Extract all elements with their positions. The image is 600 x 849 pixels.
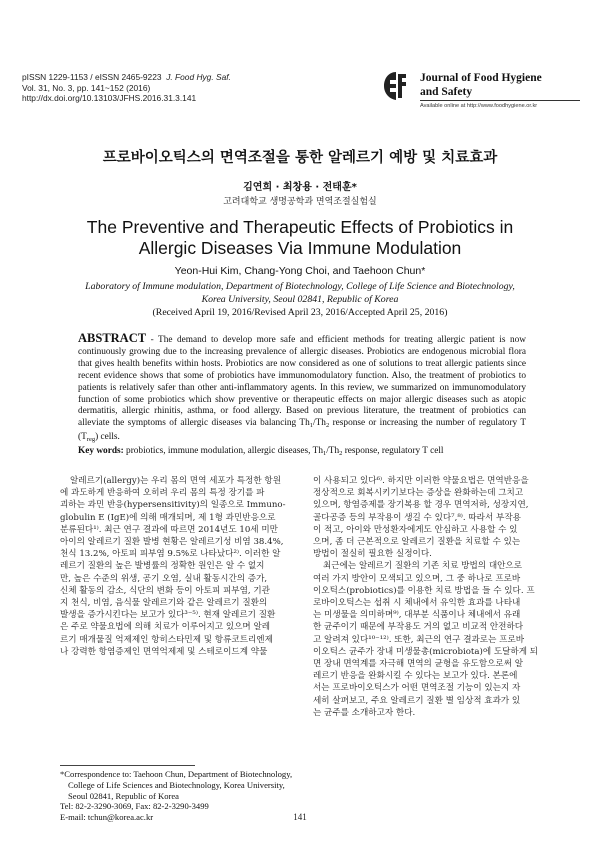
body-line: 고 알려져 있다¹⁰⁻¹²⁾. 또한, 최근의 연구 결과로는 프로바 <box>313 634 525 645</box>
body-line: 레르기 반응을 완화시킬 수 있다는 보고가 있다. 본론에 <box>313 671 518 682</box>
journal-logo-icon <box>380 70 412 102</box>
body-line: 는 균주를 소개하고자 한다. <box>313 707 416 718</box>
body-line: 있으며, 항염증제를 장기복용 할 경우 면역저하, 성장지연, <box>313 500 529 511</box>
body-line: 에 과도하게 반응하여 오히려 우리 몸의 특정 장기를 파 <box>60 488 265 499</box>
keywords-sub-2: 2 <box>339 450 343 457</box>
english-affiliation-line2: Korea University, Seoul 02841, Republic of Korea <box>201 293 399 305</box>
keywords-text-1: probiotics, immune modulation, allergic diseases, Th <box>123 446 323 456</box>
english-affiliation <box>0 281 600 306</box>
abstract-text-1: - The demand to develop more safe and efficient methods for treating allergic patient is now continuously growing due to the increasing prevalence of allergic diseases. Probiotics are endogenous microbial flora that gives health benefits within hosts. Probiotics are now considered as one of solutions to treat allergic patients since recent evidence shows that some of probiotics have immunomodulatory function. Also, the treatment of probiotics to patients is relatively safer than other anti-inflammatory agents. In this review, we summarized on immunomodulatory function of some probiotics which show preventive or therapeutic effects on major allergic diseases such as atopic dermatitis, allergic rhinitis, asthma, or food allergy. Based on previous literature, the treatment of probiotics can alleviate the symptoms of allergic diseases via balancing Th <box>78 335 526 429</box>
keywords-text-3: response, regulatory T cell <box>342 446 444 456</box>
body-line: 은 주로 약물요법에 의해 치료가 이루어지고 있으며 알레 <box>60 622 271 633</box>
journal-url[interactable]: Available online at http://www.foodhygiene.or.kr <box>420 103 538 109</box>
abstract-sub-3: reg <box>86 436 96 444</box>
journal-abbrev: J. Food Hyg. Saf. <box>166 72 231 82</box>
abstract-text-4: ) cells. <box>95 432 120 443</box>
body-line: 이 사용되고 있다⁶⁾. 하지만 이러한 약물요법은 면역반응을 <box>313 476 529 486</box>
footnote-line: Seoul 02841, Republic of Korea <box>68 790 179 801</box>
body-line: 이오틱스(probiotics)를 이용한 치료 방법을 들 수 있다. 프 <box>313 585 535 596</box>
body-line: 최근에는 알레르기 질환의 기존 치료 방법의 대안으로 <box>323 561 523 572</box>
volume-info: Vol. 31, No. 3, pp. 141~152 (2016) <box>22 82 151 93</box>
body-line: 서는 프로바이오틱스가 어떤 면역조절 기능이 있는지 자 <box>313 683 521 694</box>
body-line: 아이의 알레르기 질환 발병 현황은 알레르기성 비염 38.4%, <box>60 537 284 548</box>
body-line: globulin E (IgE)에 의해 매개되며, 제 1형 과민반응으로 <box>60 512 276 523</box>
abstract-text-2: /Th <box>313 418 326 429</box>
body-line: 레르기 질환의 높은 발병률의 정확한 원인은 알 수 없지 <box>60 561 265 572</box>
body-line: 로바이오틱스는 섭취 시 체내에서 유익한 효과를 나타내 <box>313 598 521 609</box>
korean-title: 프로바이오틱스의 면역조절을 통한 알레르기 예방 및 치료효과 <box>102 150 498 166</box>
footnote-line: *Correspondence to: Taehoon Chun, Department of Biotechnology, <box>60 769 293 779</box>
footnote-divider <box>60 765 195 766</box>
abstract <box>78 333 526 446</box>
journal-name-line2: and Safety <box>420 85 473 98</box>
journal-divider <box>420 100 580 101</box>
english-title-line1: The Preventive and Therapeutic Effects of Probiotics in <box>86 217 514 237</box>
issn: pISSN 1229-1153 / eISSN 2465-9223 <box>22 72 162 82</box>
korean-affiliation: 고려대학교 생명공학과 면역조절실험실 <box>223 197 377 207</box>
body-line: 으며, 좀 더 근본적으로 알레르기 질환을 치료할 수 있는 <box>313 537 521 548</box>
body-line: 발생을 증가시킨다는 보고가 있다³⁻⁵⁾. 현재 알레르기 질환 <box>60 610 276 621</box>
journal-header-info <box>22 72 231 104</box>
body-line: 지 천식, 비염, 음식물 알레르기와 같은 알레르기 질환의 <box>60 598 268 609</box>
page-number: 141 <box>293 812 307 822</box>
body-line: 르기 매개물질 억제제인 항히스타민제 및 항류코트리엔제 <box>60 634 273 645</box>
body-line: 알레르기(allergy)는 우리 몸의 면역 세포가 특정한 항원 <box>70 476 281 486</box>
korean-authors: 김연희 · 최창용 · 전태훈* <box>243 182 357 193</box>
journal-name <box>420 72 542 99</box>
body-line: 방법이 절실히 필요한 실정이다. <box>313 549 432 560</box>
keywords-label: Key words: <box>78 446 124 456</box>
body-column-right <box>313 475 553 719</box>
body-line: 천식 13.2%, 아토피 피부염 9.5%로 나타났다²⁾. 이러한 알 <box>60 549 281 560</box>
keywords-sub-1: 1 <box>322 450 327 457</box>
body-line: 여러 가지 방안이 모색되고 있으며, 그 중 하나로 프로바 <box>313 573 521 584</box>
doi-link[interactable]: http://dx.doi.org/10.13103/JFHS.2016.31.3.141 <box>22 93 197 104</box>
body-line: 세히 살펴보고, 주요 알레르기 질환 별 임상적 효과가 있 <box>313 695 521 706</box>
body-column-left <box>60 475 300 658</box>
body-line: 이 적고, 아이와 만성환자에게도 안심하고 사용할 수 있 <box>313 524 518 535</box>
body-line: 골다공증 등의 부작용이 생길 수 있다⁷,⁸⁾. 따라서 부작용 <box>313 512 521 523</box>
abstract-sub-1: 1 <box>309 422 314 430</box>
body-line: 는 미생물을 의미하며⁹⁾, 대부분 식품이나 체내에서 유래 <box>313 610 521 621</box>
keywords-text-2: /Th <box>326 446 340 456</box>
journal-name-line1: Journal of Food Hygiene <box>420 72 542 84</box>
body-line: 만, 높은 수준의 위생, 공기 오염, 실내 활동시간의 증가, <box>60 573 268 584</box>
body-line: 나 강력한 항염증제인 면역억제제 및 스테로이드계 약물 <box>60 646 268 657</box>
body-line: 괴하는 과민 반응(hypersensitivity)의 일종으로 Immuno- <box>60 500 286 511</box>
english-title-line2: Allergic Diseases Via Immune Modulation <box>138 238 462 258</box>
body-line: 면 장내 면역계를 자극해 면역의 균형을 유도함으로써 알 <box>313 659 524 670</box>
body-line: 한 균주이기 때문에 부작용도 거의 없고 비교적 안전하다 <box>313 622 524 633</box>
abstract-text-3: response or increasing the number of regulatory T (T <box>78 418 526 443</box>
footnote-line: Tel: 82-2-3290-3069, Fax: 82-2-3290-3499 <box>60 801 209 812</box>
footnote-line: College of Life Sciences and Biotechnology, Korea University, <box>68 779 285 790</box>
body-line: 정상적으로 회복시키기보다는 증상을 완화하는데 그치고 <box>313 488 524 499</box>
abstract-label: ABSTRACT <box>78 331 147 345</box>
english-authors: Yeon-Hui Kim, Chang-Yong Choi, and Taehoon Chun* <box>174 265 426 277</box>
body-line: 이오틱스 균주가 장내 미생물총(microbiota)에 도달하게 되 <box>313 646 539 657</box>
keywords <box>78 446 526 457</box>
email-link[interactable]: E-mail: tchun@korea.ac.kr <box>60 812 154 823</box>
received-dates: (Received April 19, 2016/Revised April 23, 2016/Accepted April 25, 2016) <box>152 307 448 318</box>
english-affiliation-line1: Laboratory of Immune modulation, Department of Biotechnology, College of Life Science and Biotechnology, <box>85 281 515 292</box>
abstract-sub-2: 2 <box>325 422 330 430</box>
body-line: 분류된다¹⁾. 최근 연구 결과에 따르면 2014년도 10세 미만 <box>60 524 278 535</box>
body-line: 신체 활동의 감소, 식단의 변화 등이 아토피 피부염, 기관 <box>60 585 270 596</box>
english-title <box>0 217 600 259</box>
